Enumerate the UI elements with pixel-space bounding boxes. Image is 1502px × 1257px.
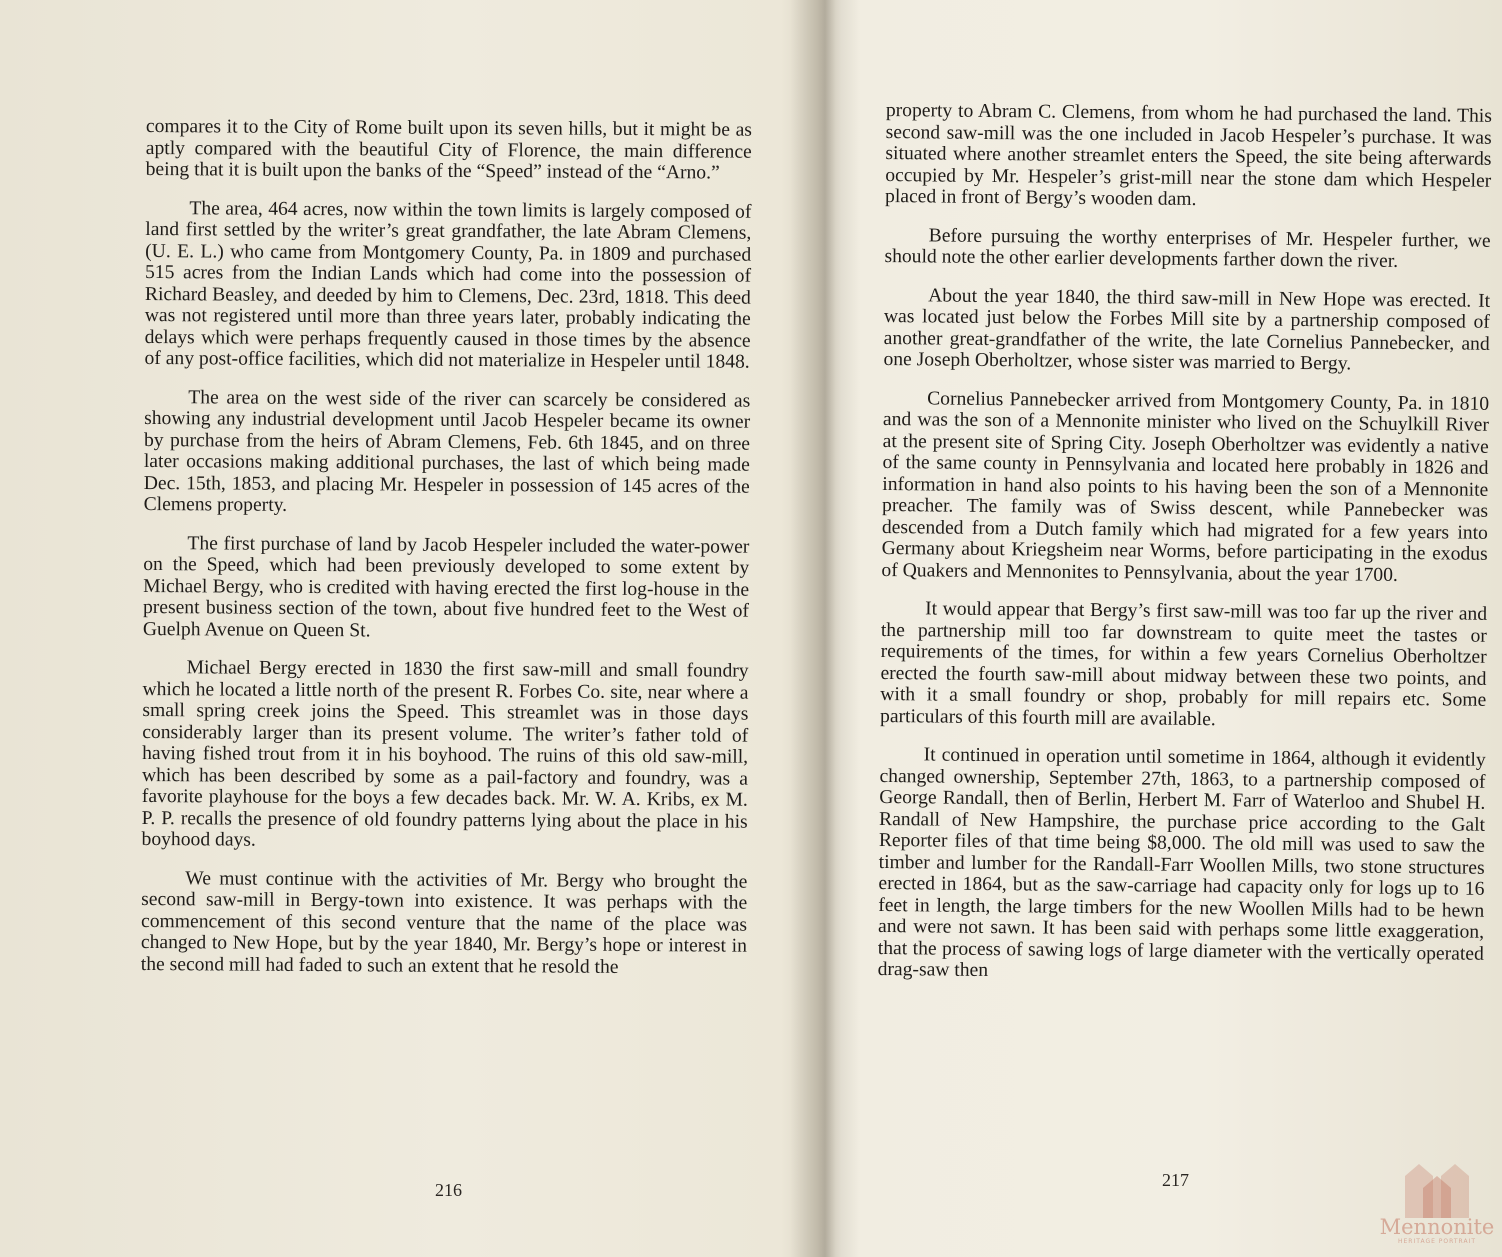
right-paragraph-1: property to Abram C. Clemens, from whom he had purchased the land. This second saw-mill was the one included in Jacob Hespeler’s purchase. It was situated where another streamlet enters the Speed, the site being afterwards occupied by Mr. Hespeler’s grist-mill near the stone dam which Hespeler placed in front of Bergy’s wooden dam. <box>884 100 1492 210</box>
left-paragraph-3: The area on the west side of the river can scarcely be considered as showing any industrial development until Jacob Hespeler became its owner by purchase from the heirs of Abram Clemens, Feb. 6th 1845, and on three later occasions making additional purchases, the last of which being made Dec. 15th, 1853, and placing Mr. Hespeler in possession of 145 acres of the Clemens property. <box>143 386 751 516</box>
right-paragraph-6: It continued in operation until sometime in 1864, although it evidently changed ownership, September 27th, 1863, to a partnership composed of George Randall, then of Berlin, Herbert M. Farr of Waterloo and Shubel H. Randall of New Hampshire, the purchase price according to the Galt Reporter files of that time being $8,000. The old mill was used to saw the timber and lumber for the Randall-Farr Woollen Mills, two stone structures erected in 1864, but as the saw-carriage had capacity only for logs up to 16 feet in length, the large timbers for the new Woollen Mills had to be hewn and were not sawn. It has been said with perhaps some little exaggeration, that the process of sawing logs of large diameter with the vertically operated drag-saw then <box>877 744 1486 982</box>
right-paragraph-2: Before pursuing the worthy enterprises of Mr. Hespeler further, we should note the other earlier developments farther down the river. <box>884 224 1491 272</box>
right-page-text <box>877 100 1492 1003</box>
watermark <box>1372 1158 1502 1257</box>
mennonite-logo-icon <box>1397 1158 1477 1220</box>
right-paragraph-4: Cornelius Pannebecker arrived from Montgomery County, Pa. in 1810 and was the son of a Mennonite minister who lived on the Schuylkill River at the present site of Spring City. Joseph Oberholtzer was evidently a native of the same county in Pennsylvania and located here probably in 1826 and information in hand also points to his having been the son of a Mennonite preacher. The family was of Swiss descent, while Pannebecker was descended from a Dutch family which had migrated for a few years into Germany about Kriegsheim near Worms, before participating in the exodus of Quakers and Mennonites to Pennsylvania, about the year 1700. <box>881 387 1490 586</box>
watermark-subtext: HERITAGE PORTRAIT <box>1398 1238 1476 1245</box>
left-page-text <box>141 116 752 996</box>
watermark-text: Mennonite <box>1379 1215 1495 1239</box>
left-paragraph-6: We must continue with the activities of Mr. Bergy who brought the second saw-mill in Bergy-town into existence. It was perhaps with the commencement of this second venture that the name of the place was changed to New Hope, but by the year 1840, Mr. Bergy’s hope or interest in the second mill had faded to such an extent that he resold the <box>140 867 748 978</box>
left-page-number: 216 <box>435 1180 462 1200</box>
right-paragraph-5: It would appear that Bergy’s first saw-mill was too far up the river and the partnership mill too far downstream to quite meet the tastes or requirements of the times, for within a few years Cornelius Oberholtzer erected the fourth saw-mill about midway between these two points, and with it a small foundry or shop, probably for mill repairs etc. Some particulars of this fourth mill are available. <box>879 598 1488 730</box>
right-paragraph-3: About the year 1840, the third saw-mill in New Hope was erected. It was located just below the Forbes Mill site by a partnership composed of another great-grandfather of the write, the late Cornelius Pannebecker, and one Joseph Oberholtzer, whose sister was married to Bergy. <box>883 284 1491 375</box>
left-paragraph-1: compares it to the City of Rome built upon its seven hills, but it might be as aptly compared with the beautiful City of Florence, the main difference being that it is built upon the banks of the “Speed” instead of the “Arno.” <box>145 116 752 184</box>
left-paragraph-4: The first purchase of land by Jacob Hespeler included the water-power on the Speed, which had been previously developed to some extent by Michael Bergy, who is credited with having erected the first log-house in the present business section of the town, about five hundred feet to the West of Guelph Avenue on Queen St. <box>142 532 750 641</box>
left-paragraph-5: Michael Bergy erected in 1830 the first saw-mill and small foundry which he located a little north of the present R. Forbes Co. site, near where a small spring creek joins the Speed. This streamlet was in those days considerably larger than its present volume. The writer’s father told of having fished trout from it in his boyhood. The ruins of this old saw-mill, which has been described by some as a pail-factory and foundry, was a favorite playhouse for the boys a few decades back. Mr. W. A. Kribs, ex M. P. P. recalls the presence of old foundry patterns lying about the place in his boyhood days. <box>141 657 749 851</box>
right-page-number: 217 <box>1162 1170 1189 1190</box>
left-paragraph-2: The area, 464 acres, now within the town limits is largely composed of land first settled by the writer’s great grandfather, the late Abram Clemens, (U. E. L.) who came from Montgomery County, Pa. in 1809 and purchased 515 acres from the Indian Lands which had come into the possession of Richard Beasley, and deeded by him to Clemens, Dec. 23rd, 1818. This deed was not registered until more than three years later, probably indicating the delays which were perhaps frequently caused in those times by the absence of any post-office facilities, which did not materialize in Hespeler until 1848. <box>144 197 752 373</box>
right-page <box>860 0 1502 1257</box>
